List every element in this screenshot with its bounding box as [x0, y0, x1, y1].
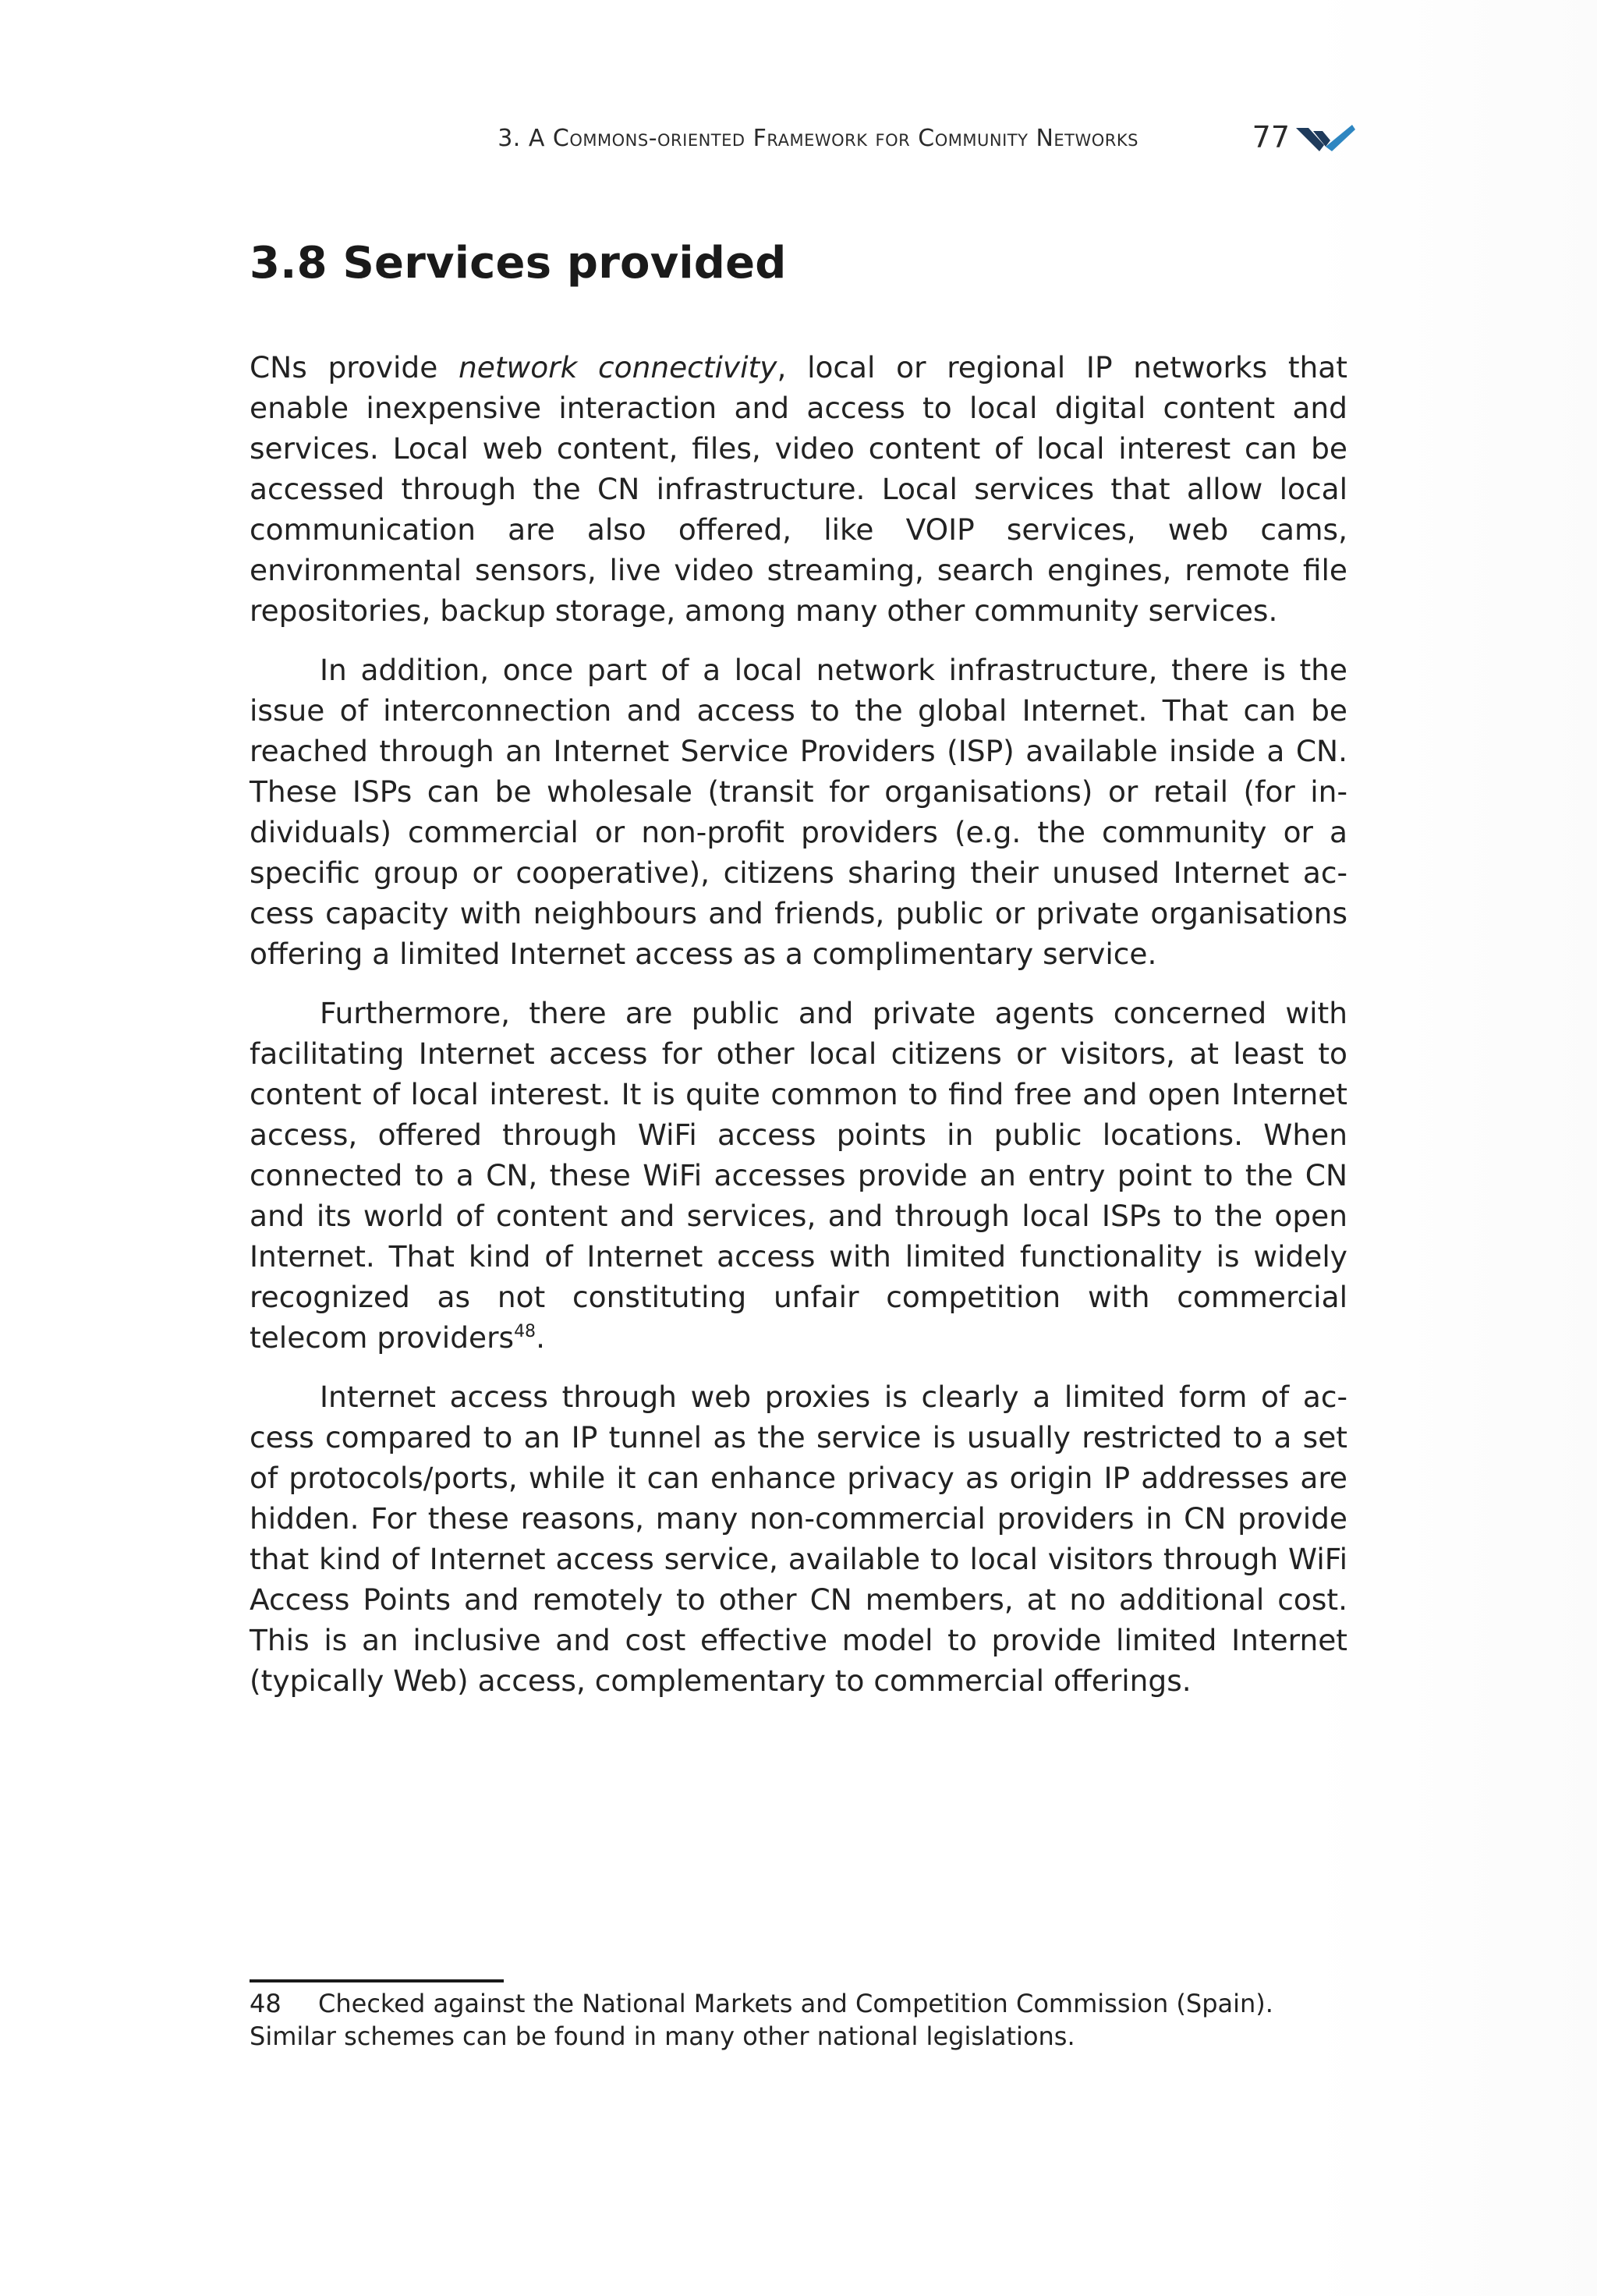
emphasis-network-connectivity: network connectivity	[459, 350, 777, 384]
paragraph-2	[250, 650, 1347, 974]
body-text	[250, 347, 1347, 1720]
paragraph-1-lead: CNs provide	[250, 350, 459, 384]
paragraph-2-text: In addition, once part of a local network infrastructure, there is the issue of interconnection and access to the global Internet. That can be reached through an Internet Service Providers (ISP) available inside a CN. These ISPs can be wholesale (transit for organisations) or retail (for individuals) commercial or non-profit providers (e.g. the community or a specific group or cooperative), citizens sharing their unused Internet access capacity with neighbours and friends, public or private organisations offering a limited Internet access as a complimentary service.	[250, 653, 1347, 971]
paragraph-1-text: , local or regional IP networks that enable inexpensive interaction and access to local digital content and services. Local web content, files, video content of local interest can be accessed through the CN infrastructure. Local services that allow local communication are also offered, like VOIP services, web cams, environmental sensors, live video streaming, search engines, remote file repositories, backup storage, among many other community services.	[250, 350, 1347, 628]
paragraph-3-text: Furthermore, there are public and private agents concerned with facilitating Internet access for other local citizens or visitors, at least to content of local interest. It is quite common to find free and open Internet access, offered through WiFi access points in public locations. When connected to a CN, these WiFi accesses provide an entry point to the CN and its world of content and services, and through local ISPs to the open Internet. That kind of Internet access with limited functionality is widely recognized as not constituting unfair competition with commercial telecom providers	[250, 996, 1347, 1355]
footnote	[250, 1987, 1357, 2053]
section-heading: 3.8 Services provided	[250, 238, 787, 289]
footnote-number: 48	[250, 1989, 282, 2018]
footnote-text: Checked against the National Markets and Competition Commission (Spain). Similar schemes can be found in many other national legislations.	[250, 1989, 1273, 2051]
paragraph-1	[250, 347, 1347, 631]
paragraph-4-text: Internet access through web proxies is clearly a limited form of access compared to an IP tunnel as the service is usually restricted to a set of protocols/ports, while it can enhance privacy as origin IP addresses are hidden. For these reasons, many non-commercial providers in CN provide that kind of Internet access service, available to local visitors through WiFi Access Points and remotely to other CN members, at no additional cost. This is an inclusive and cost effective model to provide limited Internet (typically Web) access, complementary to commercial offerings.	[250, 1380, 1347, 1698]
paragraph-3	[250, 993, 1347, 1358]
running-title: 3. A Commons-oriented Framework for Community Networks	[498, 125, 1138, 152]
footnote-divider	[250, 1979, 504, 1982]
chevron-logo-icon	[1296, 123, 1355, 154]
footnote-reference[interactable]: 48	[514, 1322, 536, 1341]
paragraph-3-tail: .	[536, 1320, 545, 1355]
page-number: 77	[1252, 120, 1290, 154]
paragraph-4	[250, 1377, 1347, 1701]
running-header	[250, 122, 1355, 161]
